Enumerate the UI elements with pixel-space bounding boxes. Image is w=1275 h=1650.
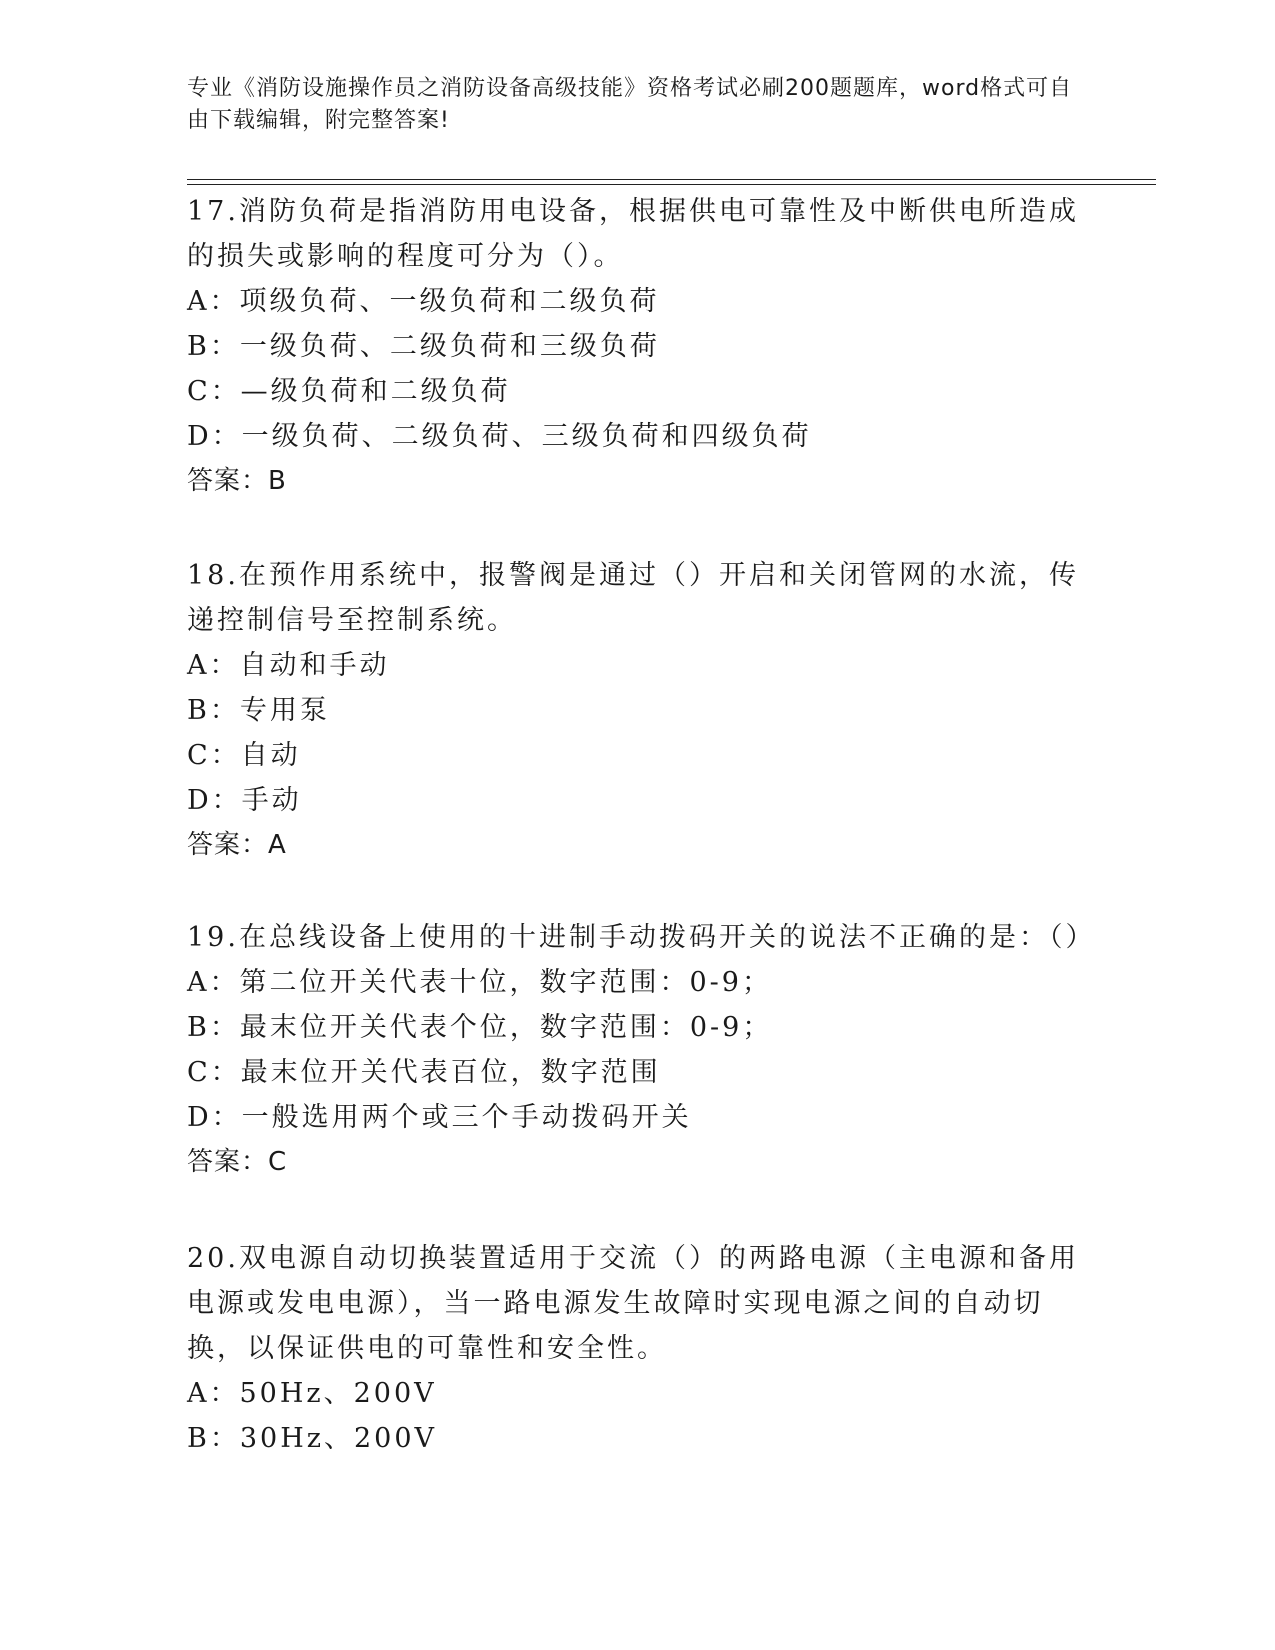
option-d: D：一级负荷、二级负荷、三级负荷和四级负荷 bbox=[187, 421, 812, 452]
question-stem: 17.消防负荷是指消防用电设备，根据供电可靠性及中断供电所造成的损失或影响的程度可分为（）。 bbox=[187, 196, 1079, 272]
option-a: A：50Hz、200V bbox=[187, 1378, 437, 1409]
question-20 bbox=[187, 1236, 1087, 1461]
answer: 答案：A bbox=[187, 830, 287, 860]
option-b: B：一级负荷、二级负荷和三级负荷 bbox=[187, 331, 660, 362]
option-d: D：手动 bbox=[187, 785, 302, 816]
option-c: C：最末位开关代表百位，数字范围 bbox=[187, 1057, 661, 1088]
question-stem: 19.在总线设备上使用的十进制手动拨码开关的说法不正确的是：（） bbox=[187, 922, 1096, 953]
question-17 bbox=[187, 189, 1087, 504]
option-c: C：—级负荷和二级负荷 bbox=[187, 376, 511, 407]
option-a: A：自动和手动 bbox=[187, 650, 390, 681]
question-stem: 20.双电源自动切换装置适用于交流（）的两路电源（主电源和备用电源或发电电源），当一路电源发生故障时实现电源之间的自动切换，以保证供电的可靠性和安全性。 bbox=[187, 1243, 1079, 1364]
header-divider-top bbox=[187, 179, 1156, 180]
header-divider-bottom bbox=[187, 184, 1156, 185]
option-b: B：专用泵 bbox=[187, 695, 330, 726]
option-c: C：自动 bbox=[187, 740, 301, 771]
question-18 bbox=[187, 553, 1087, 868]
option-a: A：项级负荷、一级负荷和二级负荷 bbox=[187, 286, 660, 317]
answer: 答案：B bbox=[187, 466, 287, 496]
question-19 bbox=[187, 915, 1096, 1185]
header-text: 专业《消防设施操作员之消防设备高级技能》资格考试必刷200题题库，word格式可自由下载编辑，附完整答案! bbox=[187, 76, 1073, 133]
option-b: B：最末位开关代表个位，数字范围：0-9； bbox=[187, 1012, 773, 1043]
option-d: D：一般选用两个或三个手动拨码开关 bbox=[187, 1102, 692, 1133]
answer: 答案：C bbox=[187, 1147, 288, 1177]
question-stem: 18.在预作用系统中，报警阀是通过（）开启和关闭管网的水流，传递控制信号至控制系统。 bbox=[187, 560, 1079, 636]
document-header bbox=[187, 73, 1087, 137]
option-a: A：第二位开关代表十位，数字范围：0-9； bbox=[187, 967, 772, 998]
option-b: B：30Hz、200V bbox=[187, 1423, 438, 1454]
